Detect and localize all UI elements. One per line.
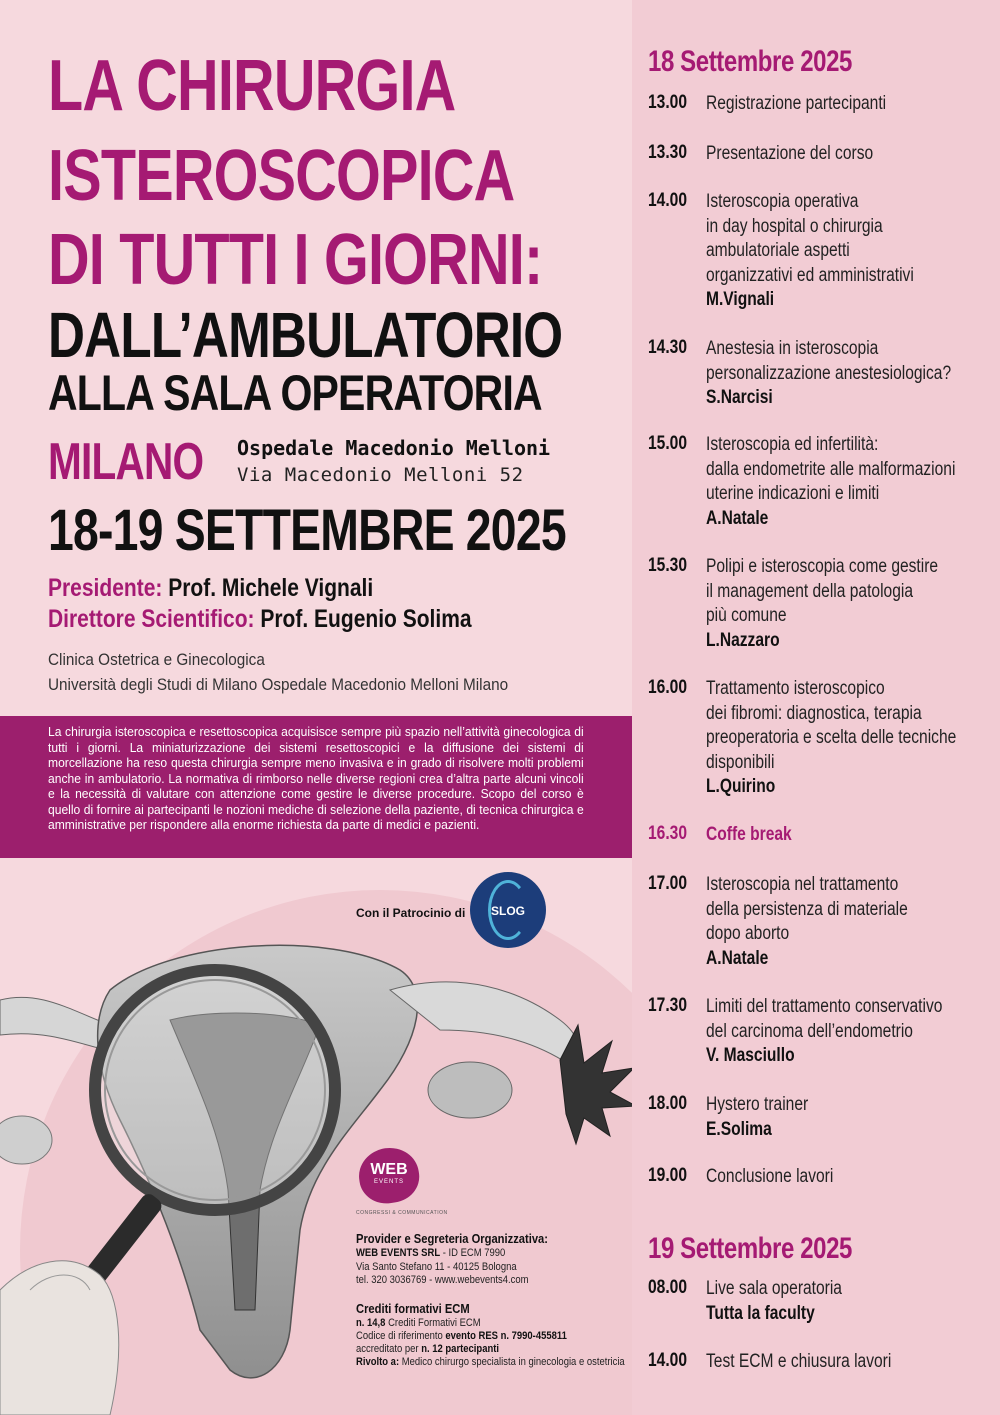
ecm-target-text: Medico chirurgo specialista in ginecologia e ostetricia (399, 1356, 625, 1368)
ecm-accreditation (356, 1343, 499, 1355)
event-dates: 18-19 SETTEMBRE 2025 (48, 498, 566, 563)
slot-time: 13.30 (648, 142, 687, 163)
hand (0, 1261, 119, 1415)
slot-title: uterine indicazioni e limiti (706, 483, 880, 504)
slot-time: 14.30 (648, 337, 687, 358)
slot-speaker: V. Masciullo (706, 1045, 795, 1066)
organizer-ecm-id: - ID ECM 7990 (440, 1247, 506, 1259)
slot-time: 17.00 (648, 873, 687, 894)
web-events-logo (355, 1148, 423, 1206)
clinic-line-1: Clinica Ostetrica e Ginecologica (48, 650, 265, 669)
slot-speaker: L.Nazzaro (706, 629, 780, 651)
scientific-director (48, 605, 472, 634)
slot-speaker: S.Narcisi (706, 387, 773, 408)
slot-title: Limiti del trattamento conservativo (706, 996, 943, 1017)
web-events-tagline: CONGRESSI & COMMUNICATION (356, 1210, 448, 1216)
ecm-target (356, 1356, 625, 1368)
slot-time: 16.30 (648, 823, 687, 844)
slot-speaker: Tutta la faculty (706, 1302, 815, 1324)
president (48, 574, 373, 603)
slot-title: ambulatoriale aspetti (706, 240, 850, 261)
title-line-5: ALLA SALA OPERATORIA (48, 365, 542, 421)
web-events-logo-sub: EVENTS (373, 1179, 404, 1185)
slot-time: 17.30 (648, 995, 687, 1016)
web-events-logo-main: WEB (370, 1161, 408, 1178)
title-line-3: DI TUTTI I GIORNI: (48, 220, 543, 300)
slog-logo (470, 872, 546, 948)
fimbria (560, 1025, 632, 1144)
president-label: Presidente: (48, 574, 163, 602)
slot-title: Presentazione del corso (706, 143, 874, 164)
hospital-name: Ospedale Macedonio Melloni (237, 436, 551, 460)
slot-title: Coffe break (706, 824, 792, 845)
slot-time: 13.00 (648, 92, 687, 113)
ecm-credits-num: n. 14,8 (356, 1317, 386, 1329)
slot-time: 08.00 (648, 1277, 687, 1298)
organizer-name: WEB EVENTS SRL (356, 1247, 441, 1259)
slot-title: dei fibromi: diagnostica, terapia (706, 702, 922, 724)
director-label: Direttore Scientifico: (48, 605, 255, 633)
abstract-box (0, 716, 632, 858)
slot-title: preoperatoria e scelta delle tecniche (706, 727, 957, 748)
slog-logo-text: SLOG (490, 904, 525, 918)
slot-title: Conclusione lavori (706, 1166, 834, 1187)
hospital-address: Via Macedonio Melloni 52 (237, 464, 524, 486)
ecm-acc-text: accreditato per (356, 1343, 422, 1355)
day1-title: 18 Settembre 2025 (648, 45, 852, 78)
title-line-4: DALL’AMBULATORIO (48, 299, 563, 371)
slot-speaker: L.Quirino (706, 776, 776, 797)
slot-title: Anestesia in isteroscopia (706, 338, 879, 359)
slot-time: 15.00 (648, 433, 687, 454)
slot-time: 15.30 (648, 555, 687, 576)
ovary-right (428, 1062, 512, 1118)
slot-time: 14.00 (648, 190, 687, 211)
slot-title: dopo aborto (706, 923, 790, 944)
slot-speaker: A.Natale (706, 507, 769, 529)
slot-title: Polipi e isteroscopia come gestire (706, 556, 939, 577)
president-name: Prof. Michele Vignali (168, 574, 374, 602)
slot-title: personalizzazione anestesiologica? (706, 362, 952, 384)
slot-title: Trattamento isteroscopico (706, 678, 885, 699)
clinic-line-2: Università degli Studi di Milano Ospedale Macedonio Melloni Milano (48, 675, 509, 694)
slot-title: Isteroscopia operativa (706, 191, 859, 212)
slot-title: Test ECM e chiusura lavori (706, 1351, 892, 1372)
organizer-heading: Provider e Segreteria Organizzativa: (356, 1231, 549, 1246)
ecm-credits-text: Crediti Formativi ECM (385, 1317, 481, 1329)
ecm-target-label: Rivolto a: (356, 1356, 400, 1368)
right-tube (390, 982, 579, 1065)
slot-title: Isteroscopia nel trattamento (706, 874, 899, 895)
city: MILANO (48, 433, 204, 491)
organizer-contacts: tel. 320 3036769 - www.webevents4.com (356, 1274, 529, 1286)
slot-title: della persistenza di materiale (706, 898, 908, 920)
ecm-heading: Crediti formativi ECM (356, 1301, 470, 1316)
slot-title: Live sala operatoria (706, 1278, 842, 1299)
ecm-ref-code: evento RES n. 7990-455811 (445, 1330, 567, 1342)
slot-time: 18.00 (648, 1093, 687, 1114)
title-line-2: ISTEROSCOPICA (48, 136, 515, 216)
organizer-name-line (356, 1247, 505, 1259)
abstract-text: La chirurgia isteroscopica e resettoscopica acquisisce sempre più spazio nell’attività ginecologica di tutti i giorni. La miniaturizzazione dei sistemi resettoscopici e la diffusione dei sistemi di morcellazione ha reso questa chirurgia sempre meno invasiva e in grado di risolvere molti problemi anche in ambulatorio. La normativa di rimborso nelle diverse regioni crea d’altra parte alcuni vincoli e la necessità di valutare con attenzione come gestire le diverse procedure. Scopo del corso è quello di fornire ai partecipanti le nozioni mediche di selezione della paziente, di tecnica chirurgica e amministrative per rispondere alla enorme richiesta da parte di medici e pazienti. (48, 724, 584, 832)
organizer-address: Via Santo Stefano 11 - 40125 Bologna (356, 1261, 517, 1273)
title-line-1: LA CHIRURGIA (48, 46, 456, 126)
slot-title: più comune (706, 605, 787, 626)
slot-title: dalla endometrite alle malformazioni (706, 458, 956, 480)
slot-title: del carcinoma dell’endometrio (706, 1020, 913, 1042)
director-name: Prof. Eugenio Solima (260, 605, 472, 633)
day2-title: 19 Settembre 2025 (648, 1232, 852, 1265)
slot-title: Hystero trainer (706, 1094, 809, 1115)
uterus-magnifier-illustration (0, 930, 632, 1415)
slot-time: 19.00 (648, 1165, 687, 1186)
slot-title: il management della patologia (706, 580, 914, 602)
ecm-reference (356, 1330, 567, 1342)
slot-speaker: M.Vignali (706, 289, 775, 310)
slot-time: 14.00 (648, 1350, 687, 1371)
ecm-credits (356, 1317, 481, 1329)
patronage-label: Con il Patrocinio di (356, 906, 466, 920)
slot-speaker: E.Solima (706, 1118, 772, 1140)
slot-title: in day hospital o chirurgia (706, 215, 883, 237)
ecm-ref-text: Codice di riferimento (356, 1330, 446, 1342)
slot-title: Registrazione partecipanti (706, 93, 887, 114)
ovary-left (0, 1116, 52, 1164)
slot-speaker: A.Natale (706, 947, 769, 969)
magnifier-lens (95, 970, 335, 1210)
slot-title: Isteroscopia ed infertilità: (706, 434, 879, 455)
ecm-acc-num: n. 12 partecipanti (421, 1343, 500, 1355)
slot-title: organizzativi ed amministrativi (706, 264, 914, 286)
slot-time: 16.00 (648, 677, 687, 698)
slot-title: disponibili (706, 751, 775, 773)
left-tube (0, 997, 110, 1050)
